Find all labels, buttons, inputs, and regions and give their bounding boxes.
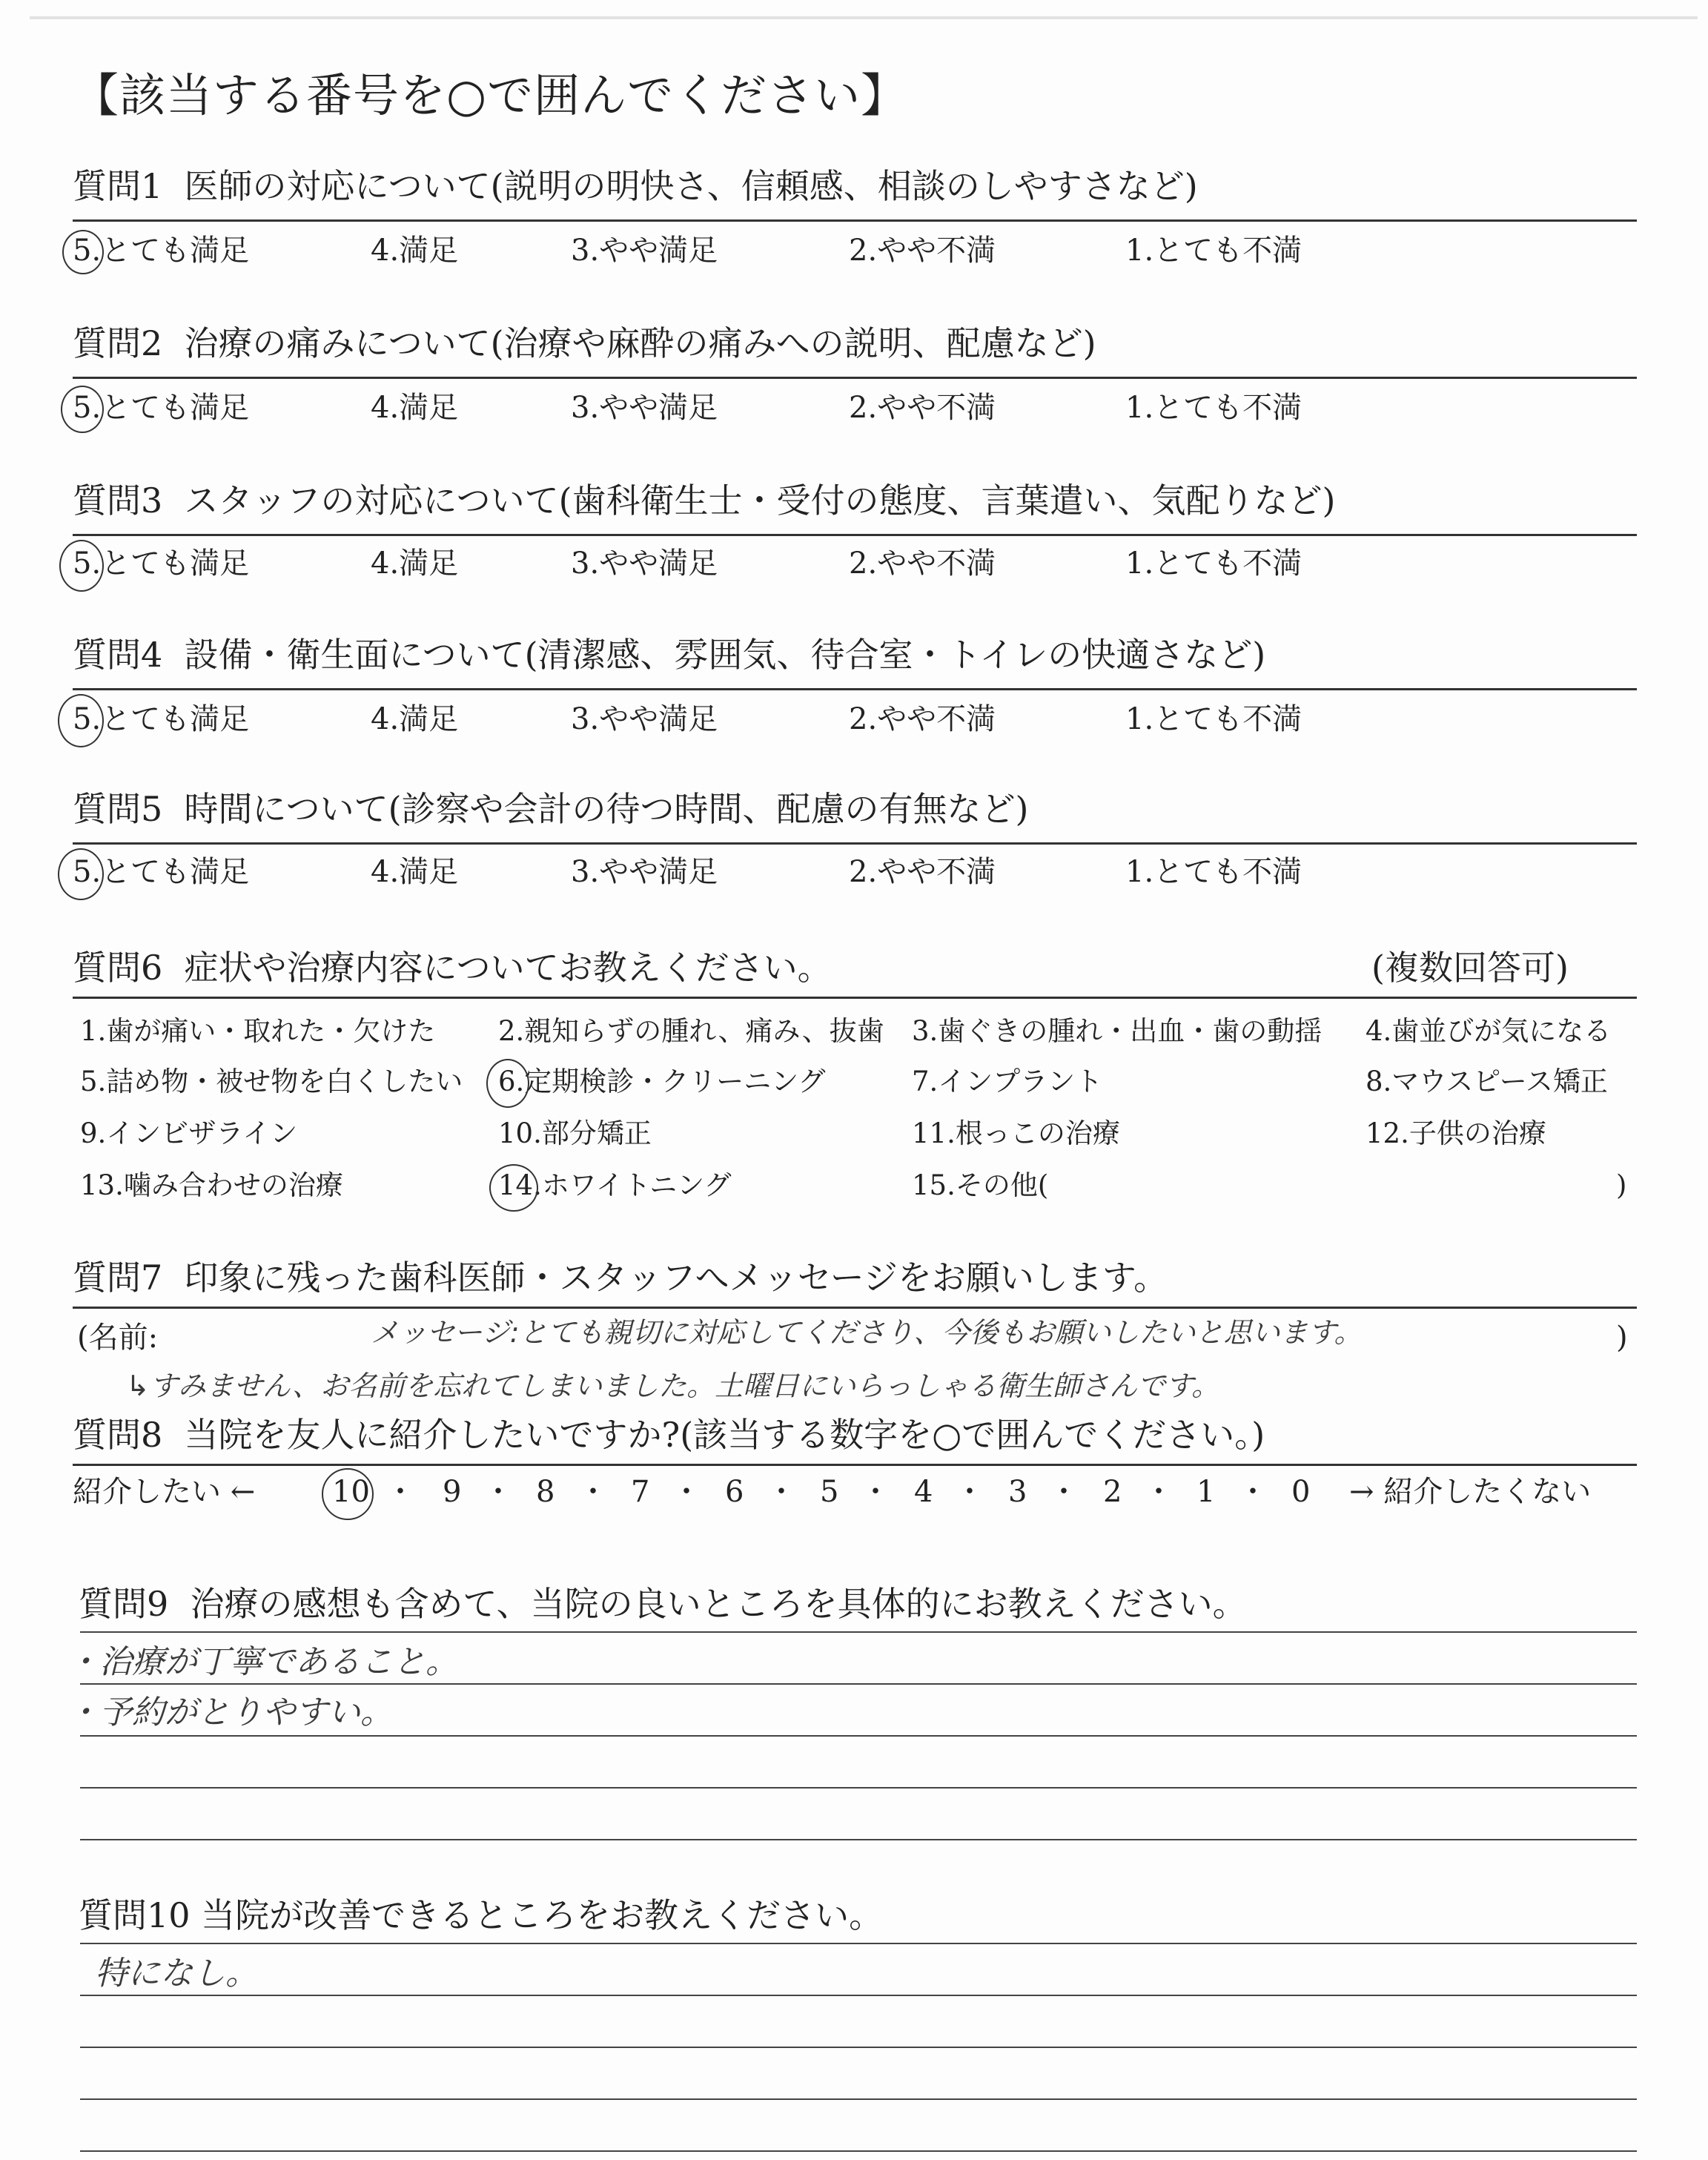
q8-rule xyxy=(73,1464,1637,1466)
question-label: 質問7 xyxy=(73,1258,163,1298)
q6-item-9[interactable]: 9.インビザライン xyxy=(80,1117,298,1149)
q2-title xyxy=(73,323,1096,363)
q5-option-5[interactable]: 5.とても満足 xyxy=(73,855,250,889)
question-text: 印象に残った歯科医師・スタッフへメッセージをお願いします。 xyxy=(184,1258,1168,1298)
q1-rule xyxy=(73,219,1637,222)
q8-left-label: 紹介したい ← xyxy=(73,1475,256,1509)
q5-option-3[interactable]: 3.やや満足 xyxy=(571,855,718,889)
q8-separator: ・ xyxy=(578,1475,608,1509)
question-text: 症状や治療内容についてお教えください。 xyxy=(184,948,832,988)
q6-item-15[interactable]: 15.その他( xyxy=(912,1169,1049,1201)
q2-option-5[interactable]: 5.とても満足 xyxy=(73,391,250,425)
q8-score-6[interactable]: 6 xyxy=(725,1475,744,1509)
q2-option-3[interactable]: 3.やや満足 xyxy=(571,391,718,425)
q3-title xyxy=(73,480,1336,521)
q3-option-2[interactable]: 2.やや不満 xyxy=(849,546,996,581)
q3-option-5[interactable]: 5.とても満足 xyxy=(73,546,250,581)
question-label: 質問2 xyxy=(73,323,163,363)
q8-score-8[interactable]: 8 xyxy=(536,1475,555,1509)
q8-selection-circle xyxy=(322,1468,374,1520)
q5-option-2[interactable]: 2.やや不満 xyxy=(849,855,996,889)
q4-option-3[interactable]: 3.やや満足 xyxy=(571,702,718,736)
question-text: 当院を友人に紹介したいですか?(該当する数字を○で囲んでください。) xyxy=(184,1415,1265,1455)
q6-item-3[interactable]: 3.歯ぐきの腫れ・出血・歯の動揺 xyxy=(912,1015,1323,1047)
q4-option-4[interactable]: 4.満足 xyxy=(371,702,459,736)
q9-line-2 xyxy=(80,1683,1637,1685)
question-label: 質問9 xyxy=(79,1584,169,1624)
q9-line-4 xyxy=(80,1787,1637,1789)
instruction-header: 【該当する番号を○で囲んでください】 xyxy=(73,68,908,122)
q8-score-2[interactable]: 2 xyxy=(1103,1475,1122,1509)
q1-option-2[interactable]: 2.やや不満 xyxy=(849,234,996,268)
question-text: 医師の対応について(説明の明快さ、信頼感、相談のしやすさなど) xyxy=(184,166,1198,206)
q8-separator: ・ xyxy=(955,1475,984,1509)
q4-option-1[interactable]: 1.とても不満 xyxy=(1125,702,1302,736)
q6-selection-circle-14 xyxy=(489,1164,538,1212)
q10-line-3 xyxy=(80,2047,1637,2048)
question-text: 当院が改善できるところをお教えください。 xyxy=(201,1895,884,1935)
q4-selection-circle xyxy=(58,694,104,747)
q1-title xyxy=(73,166,1198,206)
q7-handwritten-message: メッセージ:とても親切に対応してくださり、今後もお願いしたいと思います。 xyxy=(371,1316,1363,1349)
q1-option-4[interactable]: 4.満足 xyxy=(371,234,459,268)
q8-score-3[interactable]: 3 xyxy=(1008,1475,1027,1509)
q8-separator: ・ xyxy=(767,1475,796,1509)
q10-line-4 xyxy=(80,2098,1637,2100)
question-label: 質問5 xyxy=(73,789,163,829)
q6-multiple-answers-note: (複数回答可) xyxy=(1371,948,1569,988)
q8-score-5[interactable]: 5 xyxy=(820,1475,839,1509)
q4-rule xyxy=(73,688,1637,690)
q3-rule xyxy=(73,534,1637,536)
q9-line-3 xyxy=(80,1735,1637,1737)
question-text: スタッフの対応について(歯科衛生士・受付の態度、言葉遣い、気配りなど) xyxy=(184,480,1336,521)
q1-option-1[interactable]: 1.とても不満 xyxy=(1125,234,1302,268)
q8-score-1[interactable]: 1 xyxy=(1196,1475,1216,1509)
question-text: 治療の痛みについて(治療や麻酔の痛みへの説明、配慮など) xyxy=(184,323,1096,363)
question-label: 質問1 xyxy=(73,166,163,206)
q8-separator: ・ xyxy=(861,1475,890,1509)
q1-option-5[interactable]: 5.とても満足 xyxy=(73,234,250,268)
q6-item-2[interactable]: 2.親知らずの腫れ、痛み、抜歯 xyxy=(498,1015,884,1047)
q3-option-4[interactable]: 4.満足 xyxy=(371,546,459,581)
question-text: 設備・衛生面について(清潔感、雰囲気、待合室・トイレの快適さなど) xyxy=(184,635,1266,675)
q8-title xyxy=(73,1415,1265,1455)
q8-separator: ・ xyxy=(385,1475,415,1509)
q10-title xyxy=(79,1895,884,1935)
q3-selection-circle xyxy=(59,540,104,592)
q4-option-2[interactable]: 2.やや不満 xyxy=(849,702,996,736)
q6-item-5[interactable]: 5.詰め物・被せ物を白くしたい xyxy=(80,1066,463,1097)
q7-name-label: (名前: xyxy=(77,1321,159,1355)
question-label: 質問6 xyxy=(73,948,163,988)
q1-option-3[interactable]: 3.やや満足 xyxy=(571,234,718,268)
q2-option-2[interactable]: 2.やや不満 xyxy=(849,391,996,425)
q3-option-3[interactable]: 3.やや満足 xyxy=(571,546,718,581)
q8-separator: ・ xyxy=(1049,1475,1079,1509)
q8-right-label: → 紹介したくない xyxy=(1349,1475,1592,1509)
q6-item-8[interactable]: 8.マウスピース矯正 xyxy=(1366,1066,1608,1097)
q2-option-1[interactable]: 1.とても不満 xyxy=(1125,391,1302,425)
q8-separator: ・ xyxy=(672,1475,701,1509)
q9-answer-2: ・予約がとりやすい。 xyxy=(67,1694,393,1731)
q6-item-10[interactable]: 10.部分矯正 xyxy=(498,1117,652,1149)
q1-selection-circle xyxy=(62,230,104,274)
q8-score-10[interactable]: 10 xyxy=(332,1475,370,1509)
q6-item-7[interactable]: 7.インプラント xyxy=(912,1066,1103,1097)
question-label: 質問8 xyxy=(73,1415,163,1455)
question-label: 質問3 xyxy=(73,480,163,521)
q5-title xyxy=(73,789,1029,829)
q6-item-1[interactable]: 1.歯が痛い・取れた・欠けた xyxy=(80,1015,436,1047)
q5-selection-circle xyxy=(58,848,104,900)
q2-selection-circle xyxy=(61,386,104,433)
scan-edge xyxy=(30,16,1698,19)
question-text: 治療の感想も含めて、当院の良いところを具体的にお教えください。 xyxy=(190,1584,1247,1624)
q3-option-1[interactable]: 1.とても不満 xyxy=(1125,546,1302,581)
q10-line-5 xyxy=(80,2150,1637,2152)
q6-item-6[interactable]: 6.定期検診・クリーニング xyxy=(498,1066,826,1097)
question-text: 時間について(診察や会計の待つ時間、配慮の有無など) xyxy=(184,789,1029,829)
q7-handwritten-note: ↳すみません、お名前を忘れてしまいました。土曜日にいらっしゃる衛生師さんです。 xyxy=(126,1370,1220,1402)
q7-close-paren: ) xyxy=(1616,1321,1628,1355)
q6-item-12[interactable]: 12.子供の治療 xyxy=(1366,1117,1546,1149)
q4-option-5[interactable]: 5.とても満足 xyxy=(73,702,250,736)
q8-score-4[interactable]: 4 xyxy=(914,1475,933,1509)
q8-score-7[interactable]: 7 xyxy=(631,1475,650,1509)
q7-rule xyxy=(73,1307,1637,1309)
q8-score-0[interactable]: 0 xyxy=(1291,1475,1311,1509)
q9-answer-1: ・治療が丁寧であること。 xyxy=(67,1643,458,1681)
q5-rule xyxy=(73,842,1637,845)
q8-score-9[interactable]: 9 xyxy=(443,1475,462,1509)
q8-separator: ・ xyxy=(1238,1475,1268,1509)
q2-option-4[interactable]: 4.満足 xyxy=(371,391,459,425)
q5-option-4[interactable]: 4.満足 xyxy=(371,855,459,889)
q10-answer-1: 特になし。 xyxy=(95,1955,258,1992)
q6-item-4[interactable]: 4.歯並びが気になる xyxy=(1366,1015,1612,1047)
q9-title xyxy=(79,1584,1247,1624)
q8-separator: ・ xyxy=(483,1475,513,1509)
q6-rule xyxy=(73,997,1637,999)
q4-title xyxy=(73,635,1266,675)
q9-line-5 xyxy=(80,1839,1637,1840)
q8-separator: ・ xyxy=(1144,1475,1174,1509)
question-label: 質問10 xyxy=(79,1895,191,1935)
q6-item-13[interactable]: 13.噛み合わせの治療 xyxy=(80,1169,343,1201)
question-label: 質問4 xyxy=(73,635,163,675)
q10-line-2 xyxy=(80,1995,1637,1996)
q5-option-1[interactable]: 1.とても不満 xyxy=(1125,855,1302,889)
q2-rule xyxy=(73,377,1637,379)
q9-line-1 xyxy=(80,1631,1637,1633)
q6-item-14[interactable]: 14.ホワイトニング xyxy=(498,1169,732,1201)
q6-item-11[interactable]: 11.根っこの治療 xyxy=(912,1117,1120,1149)
q6-selection-circle-6 xyxy=(486,1059,529,1108)
q10-line-1 xyxy=(80,1943,1637,1944)
q6-title xyxy=(73,948,832,988)
q6-other-close-paren: ) xyxy=(1616,1169,1627,1201)
q7-title xyxy=(73,1258,1168,1298)
